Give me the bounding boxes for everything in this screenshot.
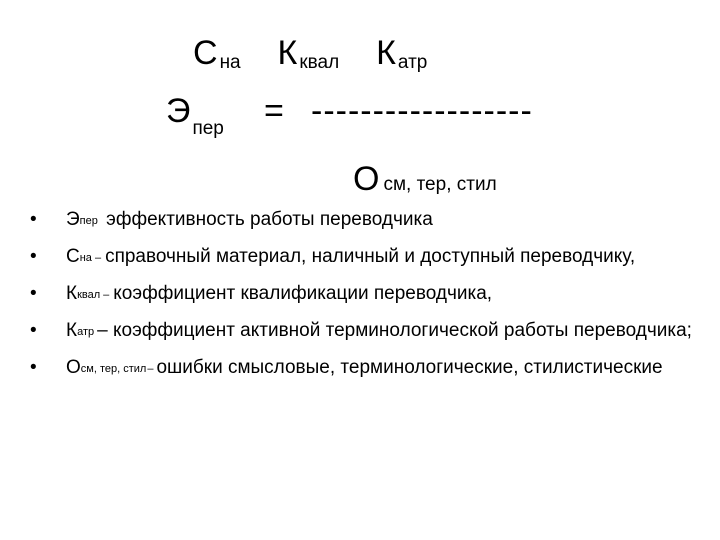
definition-item xyxy=(30,280,700,309)
definition-symbol: К xyxy=(66,320,78,341)
definition-symbol: О xyxy=(66,357,81,378)
term-c-base: С xyxy=(193,34,218,72)
definition-text: коэффициент квалификации переводчика, xyxy=(113,283,493,304)
definition-text: справочный материал, наличный и доступный переводчику, xyxy=(105,246,636,267)
formula-equals: = xyxy=(264,92,284,130)
formula-numerator xyxy=(193,36,427,72)
definition-item xyxy=(30,243,700,272)
lhs-sub: пер xyxy=(192,118,224,139)
numerator-term-kkval xyxy=(278,34,340,72)
lhs-base: Э xyxy=(166,92,191,130)
definitions-list xyxy=(30,206,700,391)
bullet-marker: • xyxy=(30,320,37,341)
bullet-marker: • xyxy=(30,246,37,267)
definition-symbol: С xyxy=(66,246,80,267)
term-katr-sub: атр xyxy=(397,52,428,73)
definition-item xyxy=(30,206,700,235)
fraction-line: ------------------ xyxy=(311,92,533,130)
term-c-sub: на xyxy=(219,52,241,73)
definition-item xyxy=(30,354,700,383)
bullet-marker: • xyxy=(30,283,37,304)
definition-sub: пер xyxy=(79,215,98,227)
formula-lhs xyxy=(166,94,224,138)
definition-text: – коэффициент активной терминологической работы переводчика; xyxy=(97,320,692,341)
term-kkval-base: К xyxy=(277,34,298,72)
definition-sub: атр xyxy=(77,326,95,338)
definition-text: ошибки смысловые, терминологические, стилистические xyxy=(156,357,663,378)
definition-text: эффективность работы переводчика xyxy=(106,209,433,230)
bullet-marker: • xyxy=(30,209,37,230)
term-katr-base: К xyxy=(376,34,396,72)
definition-dash: – xyxy=(147,363,154,375)
definition-sub: см, тер, стил xyxy=(80,363,147,375)
definition-item xyxy=(30,317,700,346)
definition-dash: – xyxy=(103,289,110,301)
numerator-term-katr xyxy=(376,34,427,72)
definition-dash: – xyxy=(94,252,102,264)
denominator-sub: см, тер, стил xyxy=(383,174,497,195)
term-kkval-sub: квал xyxy=(299,52,340,73)
definition-sub: на xyxy=(79,252,92,264)
definition-sub: квал xyxy=(77,289,101,301)
denominator-base: О xyxy=(353,160,380,198)
definition-symbol: К xyxy=(66,283,78,304)
numerator-term-c xyxy=(193,34,241,72)
bullet-marker: • xyxy=(30,357,37,378)
definition-symbol: Э xyxy=(66,209,80,230)
formula-denominator xyxy=(353,162,497,196)
